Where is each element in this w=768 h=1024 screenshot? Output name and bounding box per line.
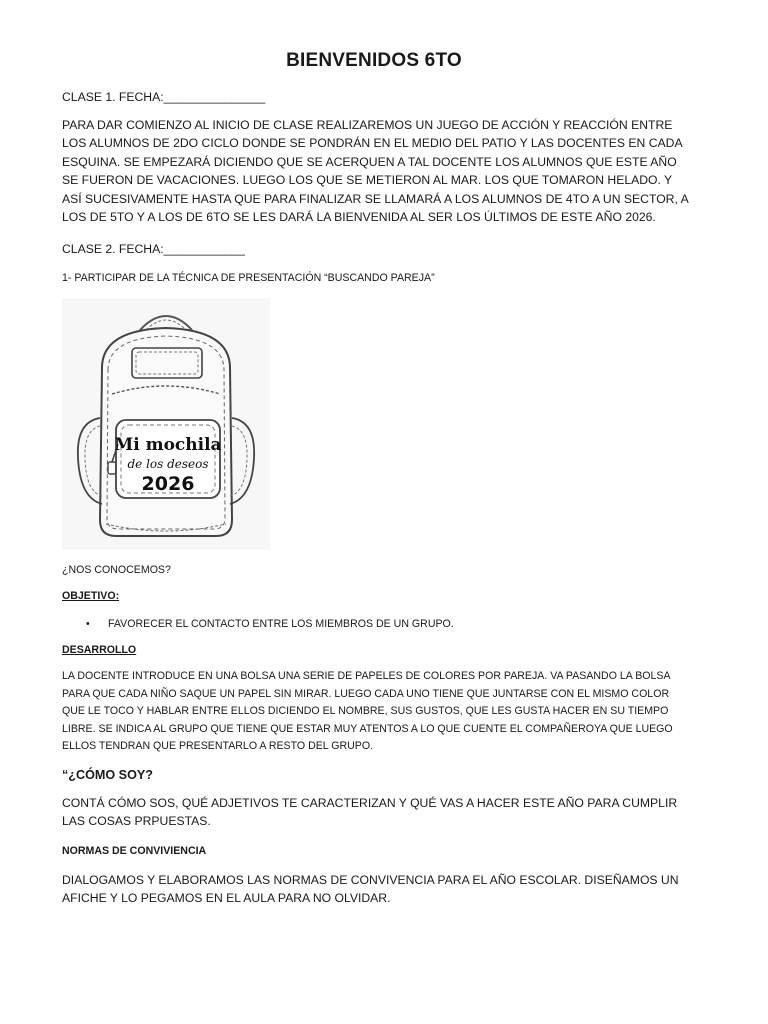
image-text-year: 2026 <box>141 473 195 495</box>
image-text-line2: de los deseos <box>127 457 209 471</box>
desarrollo-paragraph: LA DOCENTE INTRODUCE EN UNA BOLSA UNA SERIE DE PAPELES DE COLORES POR PAREJA. VA PASANDO LA BOLSA PARA QUE CADA NIÑO SAQUE UN PAPEL SIN MIRAR. LUEGO CADA UNO TIENE QUE JUNTARSE CON EL MISMO COLOR QUE LE TOCO Y HABLAR ENTRE ELLOS DICIENDO EL NOMBRE, SUS GUSTOS, QUE LES GUSTA HACER EN SU TIEMPO LIBRE. SE INDICA AL GRUPO QUE TIENE QUE ESTAR MUY ATENTOS A LO QUE CUENTE EL COMPAÑEROYA QUE LUEGO ELLOS TENDRAN QUE PRESENTARLO A RESTO DEL GRUPO. <box>62 670 673 753</box>
objetivo-item-text: FAVORECER EL CONTACTO ENTRE LOS MIEMBROS DE UN GRUPO. <box>108 618 454 630</box>
backpack-illustration <box>62 298 270 550</box>
clase1-date-line: CLASE 1. FECHA:_______________ <box>62 90 266 104</box>
normas-paragraph: DIALOGAMOS Y ELABORAMOS LAS NORMAS DE CONVIVENCIA PARA EL AÑO ESCOLAR. DISEÑAMOS UN AFICHE Y LO PEGAMOS EN EL AULA PARA NO OLVIDAR. <box>62 873 679 906</box>
objetivo-heading: OBJETIVO: <box>62 590 120 602</box>
como-soy-paragraph: CONTÁ CÓMO SOS, QUÉ ADJETIVOS TE CARACTERIZAN Y QUÉ VAS A HACER ESTE AÑO PARA CUMPLIR LAS COSAS PRPUESTAS. <box>62 796 678 829</box>
bullet-icon: • <box>86 618 90 630</box>
desarrollo-heading: DESARROLLO <box>62 644 137 656</box>
intro-paragraph: PARA DAR COMIENZO AL INICIO DE CLASE REALIZAREMOS UN JUEGO DE ACCIÓN Y REACCIÓN ENTRE LOS ALUMNOS DE 2DO CICLO DONDE SE PONDRÁN EN EL MEDIO DEL PATIO Y LAS DOCENTES EN CADA ESQUINA. SE EMPEZARÁ DICIENDO QUE SE ACERQUEN A TAL DOCENTE LOS ALUMNOS QUE ESTE AÑO SE FUERON DE VACACIONES. LUEGO LOS QUE SE METIERON AL MAR. LOS QUE TOMARON HELADO. Y ASÍ SUCESIVAMENTE HASTA QUE PARA FINALIZAR SE LLAMARÁ A LOS ALUMNOS DE 4TO A UN SECTOR, A LOS DE 5TO Y A LOS DE 6TO SE LES DARÁ LA BIENVENIDA AL SER LOS ÚLTIMOS DE ESTE AÑO 2026. <box>62 118 689 225</box>
image-text-line1: Mi mochila <box>114 435 222 455</box>
activity-item-1: 1- PARTICIPAR DE LA TÉCNICA DE PRESENTACIÓN “BUSCANDO PAREJA” <box>62 272 435 284</box>
backpack-image <box>62 298 270 550</box>
page-title: BIENVENIDOS 6TO <box>286 50 462 71</box>
clase2-date-line: CLASE 2. FECHA:____________ <box>62 242 245 256</box>
normas-heading: NORMAS DE CONVIVIENCIA <box>62 845 207 857</box>
como-soy-heading: “¿CÓMO SOY? <box>62 768 153 782</box>
section-conocemos: ¿NOS CONOCEMOS? <box>62 564 171 576</box>
